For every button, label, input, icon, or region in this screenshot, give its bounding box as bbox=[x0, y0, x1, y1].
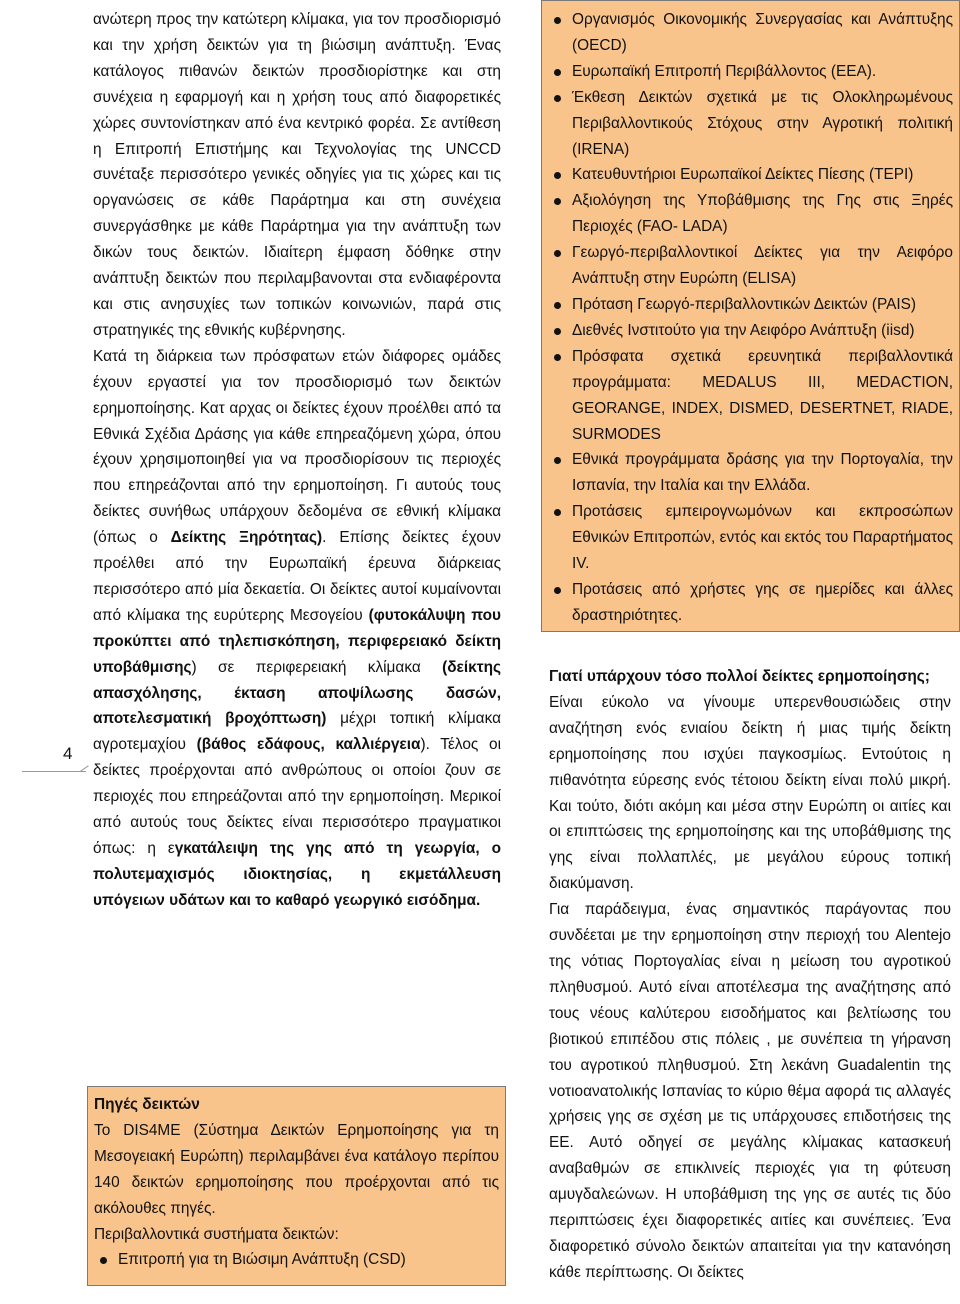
left-paragraph-2-text-g: μέχρι τοπική κλίμακα αγροτεμαχίου bbox=[93, 710, 501, 754]
left-text-column bbox=[93, 7, 501, 914]
list-item: Κατευθυντήριοι Ευρωπαϊκοί Δείκτες Πίεσης (TEPI) bbox=[548, 162, 953, 188]
bullet-icon bbox=[554, 302, 561, 309]
bullet-icon bbox=[554, 69, 561, 76]
local-indicators-bold: (δείκτης απασχόλησης, έκταση αποψίλωσης δασών, αποτελεσματική βροχόπτωση) bbox=[93, 658, 501, 728]
regional-indicators-bold: (φυτοκάλυψη που προκύπτει από τηλεπισκόπηση, περιφερειακό δείκτη υποβάθμισης bbox=[93, 606, 501, 676]
bullet-icon bbox=[554, 457, 561, 464]
sources-box-list bbox=[94, 1247, 499, 1273]
section-heading: Γιατί υπάρχουν τόσο πολλοί δείκτες ερημοποίησης; bbox=[549, 668, 930, 685]
bullet-icon bbox=[554, 587, 561, 594]
page-number-rule bbox=[22, 771, 86, 772]
list-item: Εθνικά προγράμματα δράσης για την Πορτογαλία, την Ισπανία, την Ιταλία και την Ελλάδα. bbox=[548, 447, 953, 499]
bullet-icon bbox=[100, 1257, 107, 1264]
bullet-icon bbox=[554, 509, 561, 516]
list-item: Προτάσεις εμπειρογνωμόνων και εκπροσώπων Εθνικών Επιτροπών, εντός και εκτός του Παραρτήματος IV. bbox=[548, 499, 953, 577]
list-item: Πρόταση Γεωργό-περιβαλλοντικών Δεικτών (PAIS) bbox=[548, 292, 953, 318]
left-paragraph-1 bbox=[93, 7, 501, 344]
right-text-column bbox=[549, 664, 951, 1286]
organizations-list bbox=[548, 7, 953, 629]
list-item: Διεθνές Ινστιτούτο για την Αειφόρο Ανάπτυξη (iisd) bbox=[548, 318, 953, 344]
aridity-index-bold: Δείκτης Ξηρότητας) bbox=[170, 529, 323, 547]
left-paragraph-2-text-i: ). Τέλος οι δείκτες προέρχονται από ανθρώπους οι οποίοι ζουν σε περιοχές που επηρεάζονται από την ερημοποίηση. Μερικοί από αυτούς τους δείκτες είναι περισσότερο πραγματικοι όπως: η ε bbox=[93, 736, 502, 857]
sources-box-subhead: Περιβαλλοντικά συστήματα δεικτών: bbox=[94, 1225, 339, 1243]
list-item: Επιτροπή για τη Βιώσιμη Ανάπτυξη (CSD) bbox=[94, 1247, 499, 1273]
right-paragraph-1: Είναι εύκολο να γίνουμε υπερενθουσιώδεις στην αναζήτηση ενός ενιαίου δείκτη ή μιας τιμής δείκτη ερημοποίησης που ισχύει παγκοσμίως. Εντούτοις η πιθανότητα εύρεσης ενός τέτοιου δείκτη είναι πολύ μικρή. Και τούτο, διότι ακόμη και μέσα στην Ευρώπη οι αιτίες και οι επιπτώσεις της ερημοποίησης και της υποβάθμισης της γης είναι πολλαπλές, με μεγάλου εύρους τοπική διακύμανση. bbox=[549, 693, 951, 893]
list-item: Οργανισμός Οικονομικής Συνεργασίας και Ανάπτυξης (OECD) bbox=[548, 7, 953, 59]
real-indicators-bold: γκατάλειψη της γης από τη γεωργία, ο πολυτεμαχισμός ιδιοκτησίας, η εκμετάλλευση υπόγειων υδάτων και το καθαρό γεωργικό εισόδημα. bbox=[93, 840, 501, 909]
list-item: Γεωργό-περιβαλλοντικοί Δείκτες για την Αειφόρο Ανάπτυξη στην Ευρώπη (ELISA) bbox=[548, 240, 953, 292]
bullet-icon bbox=[554, 172, 561, 179]
list-item: Έκθεση Δεικτών σχετικά με τις Ολοκληρωμένους Περιβαλλοντικούς Στόχους στην Αγροτική πολιτική (IRENA) bbox=[548, 85, 953, 163]
bullet-icon bbox=[554, 328, 561, 335]
bullet-icon bbox=[554, 250, 561, 257]
sources-box-body: Το DIS4ME (Σύστημα Δεικτών Ερημοποίησης για τη Μεσογειακή Ευρώπη) περιλαμβάνει ένα κατάλογο περίπου 140 δεικτών ερημοποίησης που προέρχονται από τις ακόλουθες πηγές. bbox=[94, 1121, 499, 1217]
left-paragraph-2 bbox=[93, 344, 501, 914]
list-item: Αξιολόγηση της Υποβάθμισης της Γης στις Ξηρές Περιοχές (FAO- LADA) bbox=[548, 188, 953, 240]
right-paragraph-2: Για παράδειγμα, ένας σημαντικός παράγοντας που συνδέεται με την ερημοποίηση στην περιοχή του Alentejo της νότιας Πορτογαλίας είναι η μείωση του αγροτικού πληθυσμού. Αυτό είναι αποτέλεσμα της αναζήτησης από τους νέους καλύτερου εισοδήματος και βελτίωσης του βιοτικού επιπέδου στις πόλεις , με συνέπεια τη γήρανση του αγροτικού πληθυσμού. Στη λεκάνη Guadalentin της νοτιοανατολικής Ισπανίας το κύριο θέμα αφορά τις αλλαγές χρήσεις γης σε σχέση με τις υπάρχουσες επιδοτήσεις της ΕΕ. Αυτό οδηγεί σε μεγάλης κλίμακας κατασκευή αναβαθμών σε επικλινείς περιοχές για τη φύτευση αμυγδαλεώνων. Η υποβάθμιση της γης σε αυτές τις δύο περιπτώσεις έχει διαφορετικές αιτίες και συνέπειες. Ένα διαφορετικό σύνολο δεικτών απαιτείται για την κατανόηση κάθε περίπτωσης. Οι δείκτες bbox=[549, 901, 951, 1281]
indicator-sources-box bbox=[87, 1086, 506, 1286]
bullet-icon bbox=[554, 95, 561, 102]
left-paragraph-2-text-e: ) σε περιφερειακή κλίμακα bbox=[191, 658, 443, 676]
bullet-icon bbox=[554, 354, 561, 361]
indicator-organizations-box bbox=[541, 0, 960, 632]
parcel-indicators-bold: (βάθος εδάφους, καλλιέργεια bbox=[196, 736, 421, 754]
list-item: Πρόσφατα σχετικά ερευνητικά περιβαλλοντικά προγράμματα: MEDALUS III, MEDACTION, GEORANGE, INDEX, DISMED, DESERTNET, RIADE, SURMODES bbox=[548, 344, 953, 448]
page-number: 4 bbox=[63, 744, 73, 763]
list-item: Ευρωπαϊκή Επιτροπή Περιβάλλοντος (ΕΕΑ). bbox=[548, 59, 953, 85]
bullet-icon bbox=[554, 198, 561, 205]
left-paragraph-1-text: ανώτερη προς την κατώτερη κλίμακα, για τον προσδιορισμό και την χρήση δεικτών για τη βιώσιμη ανάπτυξη. Ένας κατάλογος πιθανών δεικτών προσδιορίστηκε και στη συνέχεια η εφαρμογή και η χρήση τους από διαφορετικές χώρες συντονίστηκαν από ένα κεντρικό φορέα. Σε αντίθεση η Επιτροπή Επιστήμης και Τεχνολογίας της UNCCD συνέταξε περισσότερο γενικές οδηγίες για τις χώρες και τις οργανώσεις σε κάθε Παράρτημα και στη συνέχεια συνεργάσθηκε με κάθε Παράρτημα για την ανάπτυξη των δικών τους δεικτών. Ιδιαίτερη έμφαση δόθηκε στην ανάπτυξη δεικτών που περιλαμβανονται στα ενδιαφέροντα και στις ανησυχίες των τοπικών κοινωνιών, παρά στις στρατηγικές της εθνικής κυβέρνησης. bbox=[93, 11, 501, 339]
list-item: Προτάσεις από χρήστες γης σε ημερίδες και άλλες δραστηριότητες. bbox=[548, 577, 953, 629]
sources-box-title: Πηγές δεικτών bbox=[94, 1096, 200, 1113]
bullet-icon bbox=[554, 17, 561, 24]
left-paragraph-2-text-c: . Επίσης δείκτες έχουν προέλθει από την Ευρωπαϊκή έρευνα διάρκειας περισσότερο από μία δεκαετία. Οι δείκτες αυτοί κυμαίνονται από κλίμακα της ευρύτερης Μεσογείου bbox=[93, 529, 501, 624]
left-paragraph-2-text-a: Κατά τη διάρκεια των πρόσφατων ετών διάφορες ομάδες έχουν εργαστεί για τον προσδιορισμό των δεικτών ερημοποίησης. Κατ αρχας οι δείκτες έχουν προέλθει από τα Εθνικά Σχέδια Δράσης για κάθε επηρεαζόμενη χώρα, όπου έχουν χρησιμοποιηθεί για να προσδιορίσουν τις περιοχές που επηρεάζονται από την ερημοποίηση. Γι αυτούς τους δείκτες συνήθως υπάρχουν δεδομένα σε εθνική κλίμακα (όπως ο bbox=[93, 347, 501, 547]
